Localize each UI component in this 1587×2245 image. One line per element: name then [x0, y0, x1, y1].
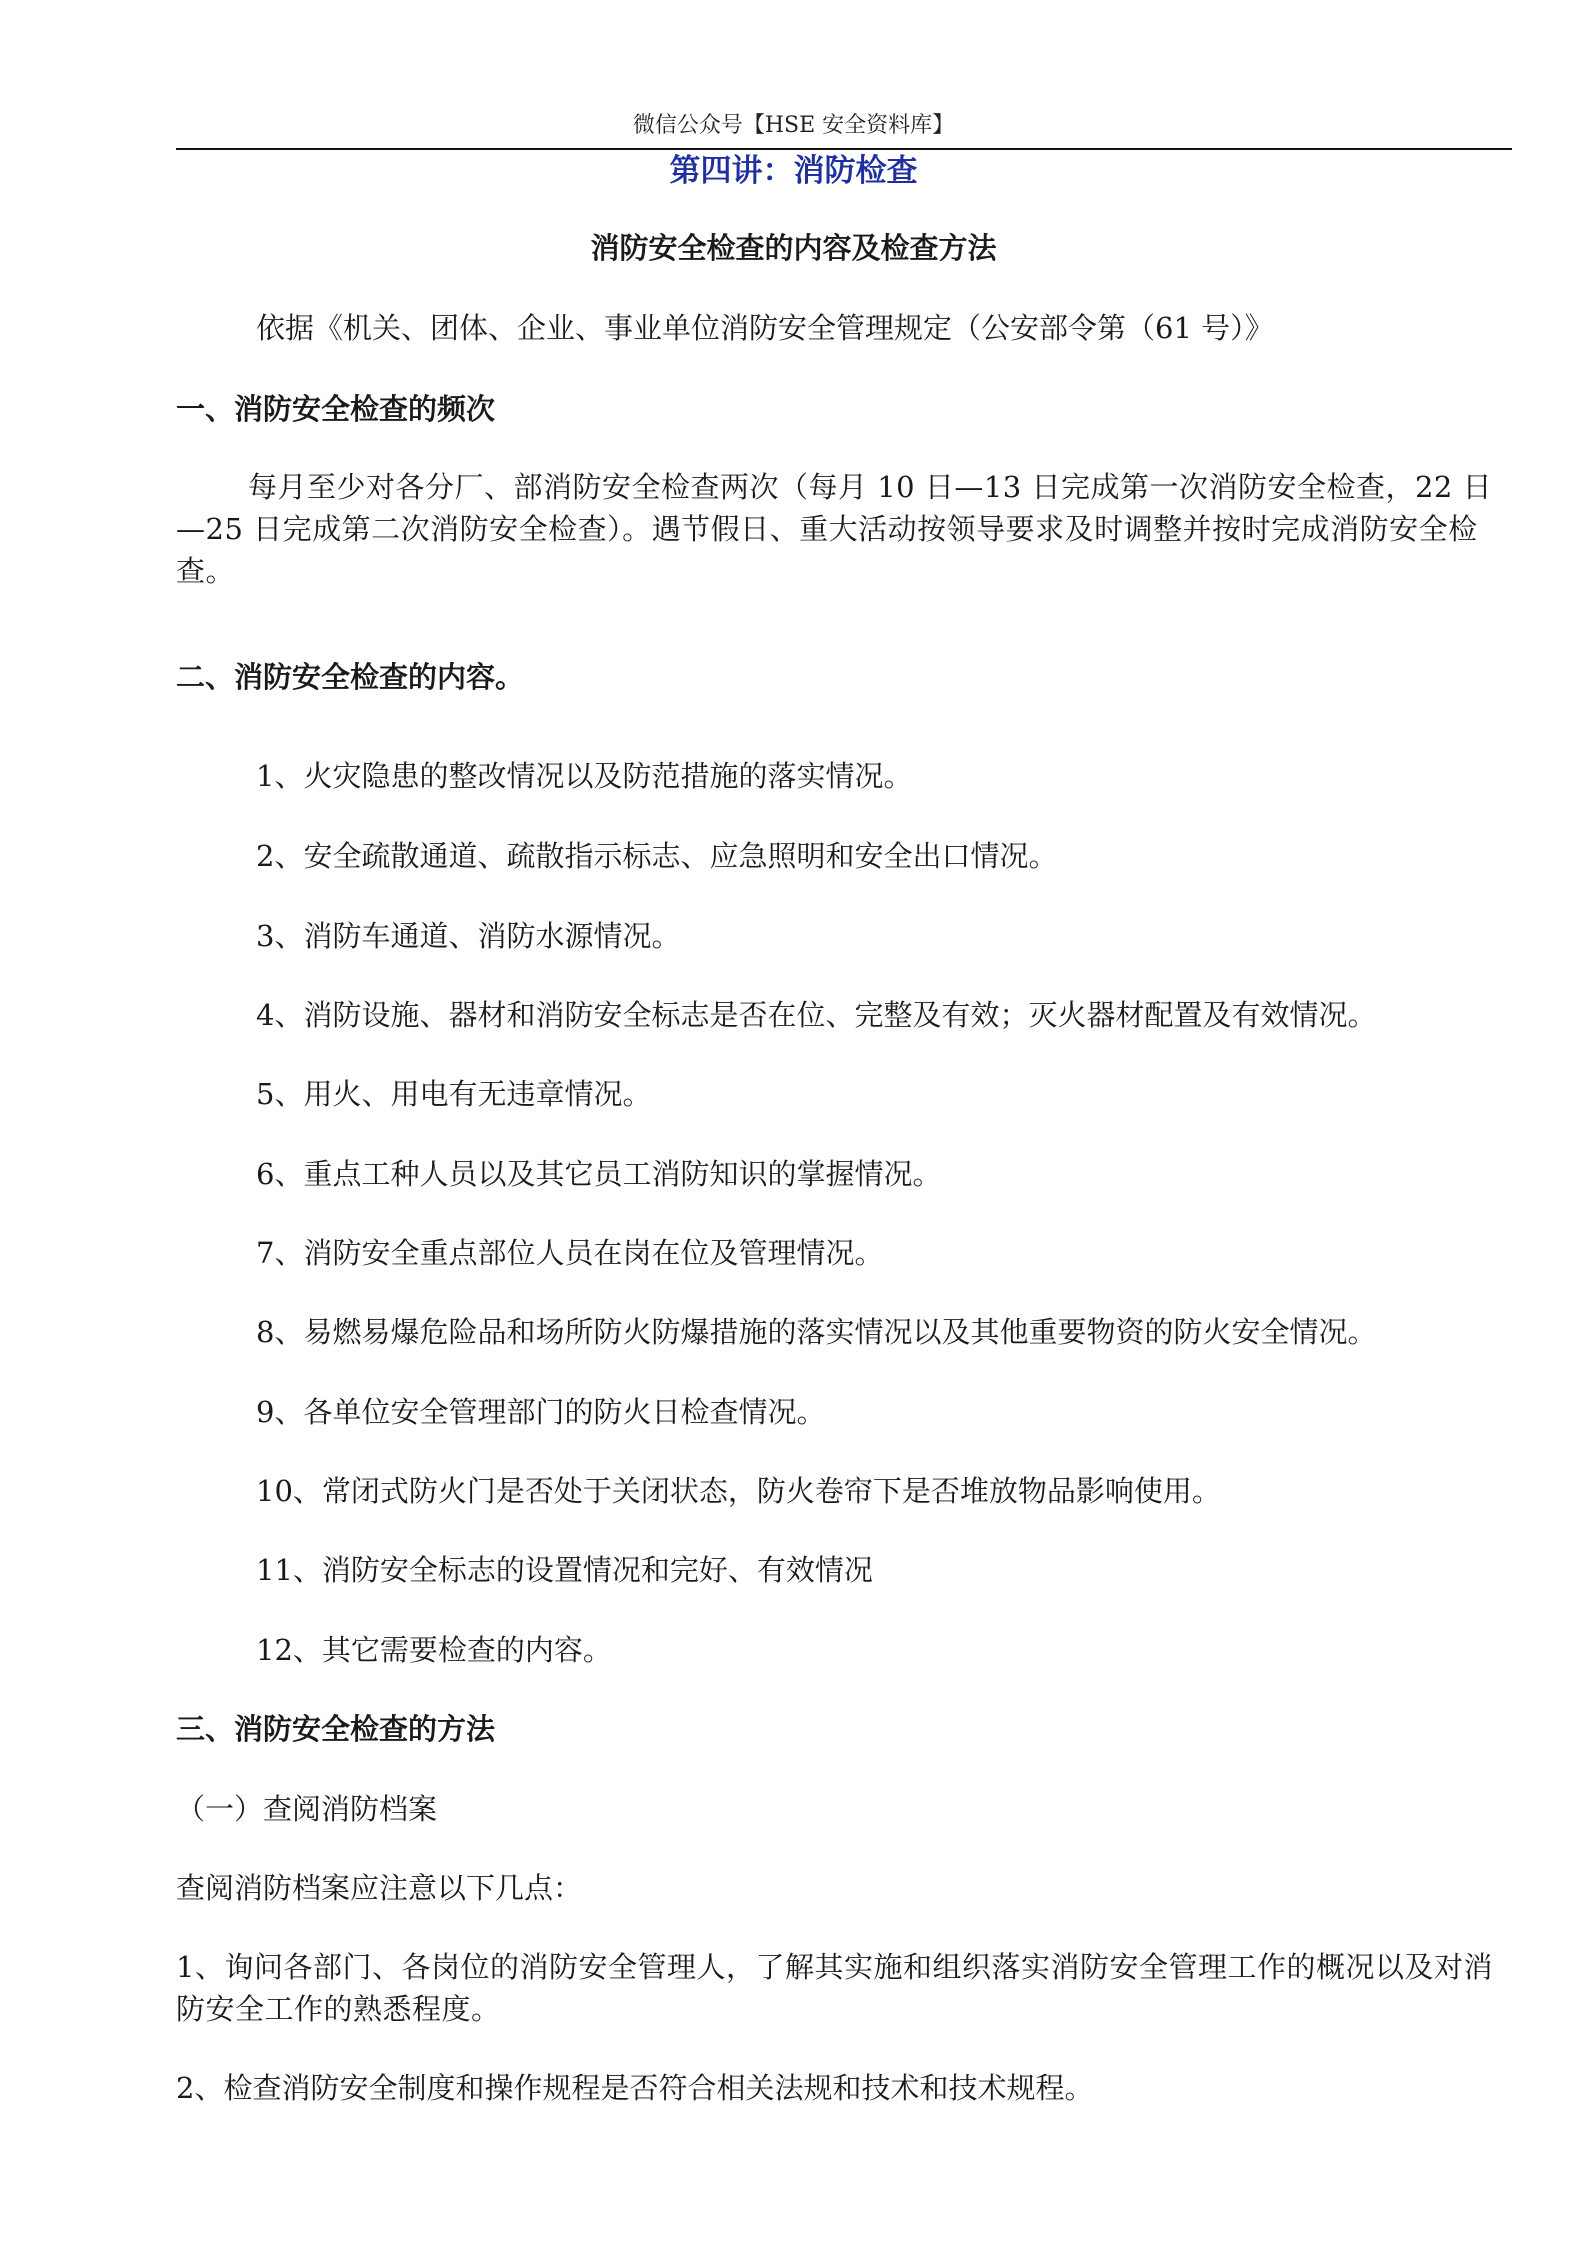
section3-intro: 查阅消防档案应注意以下几点：: [176, 1871, 583, 1905]
section3-subheading: （一）查阅消防档案: [176, 1792, 438, 1826]
section1-paragraph: 每月至少对各分厂、部消防安全检查两次（每月 10 日—13 日完成第一次消防安全检查，22 日—25 日完成第二次消防安全检查）。遇节假日、重大活动按领导要求及时调整并按时完成消防安全检查。: [176, 470, 1493, 588]
section3-point-2: 2、检查消防安全制度和操作规程是否符合相关法规和技术和技术规程。: [176, 2071, 1094, 2105]
basis-line: 依据《机关、团体、企业、事业单位消防安全管理规定（公安部令第（61 号）》: [256, 311, 1274, 345]
section1-heading: 一、消防安全检查的频次: [176, 392, 496, 426]
page-title: 第四讲：消防检查: [669, 153, 918, 189]
content-item: 2、安全疏散通道、疏散指示标志、应急照明和安全出口情况。: [256, 839, 1058, 873]
section3-point-1: 1、询问各部门、各岗位的消防安全管理人，了解其实施和组织落实消防安全管理工作的概况以及对消防安全工作的熟悉程度。: [176, 1950, 1493, 2026]
page-subtitle: 消防安全检查的内容及检查方法: [590, 231, 997, 265]
content-item: 9、各单位安全管理部门的防火日检查情况。: [256, 1395, 826, 1429]
content-item: 12、其它需要检查的内容。: [256, 1633, 612, 1667]
content-item: 1、火灾隐患的整改情况以及防范措施的落实情况。: [256, 759, 913, 793]
content-item: 8、易燃易爆危险品和场所防火防爆措施的落实情况以及其他重要物资的防火安全情况。: [256, 1315, 1377, 1349]
content-item: 6、重点工种人员以及其它员工消防知识的掌握情况。: [256, 1157, 942, 1191]
content-item: 5、用火、用电有无违章情况。: [256, 1077, 652, 1111]
page-header-text: 微信公众号【HSE 安全资料库】: [632, 113, 955, 138]
content-item: 4、消防设施、器材和消防安全标志是否在位、完整及有效；灭火器材配置及有效情况。: [256, 998, 1377, 1032]
content-item: 11、消防安全标志的设置情况和完好、有效情况: [256, 1553, 873, 1587]
section2-heading: 二、消防安全检查的内容。: [176, 660, 525, 694]
content-item: 7、消防安全重点部位人员在岗在位及管理情况。: [256, 1236, 884, 1270]
content-item: 3、消防车通道、消防水源情况。: [256, 919, 681, 953]
section3-heading: 三、消防安全检查的方法: [176, 1712, 496, 1746]
content-item: 10、常闭式防火门是否处于关闭状态，防火卷帘下是否堆放物品影响使用。: [256, 1474, 1221, 1508]
